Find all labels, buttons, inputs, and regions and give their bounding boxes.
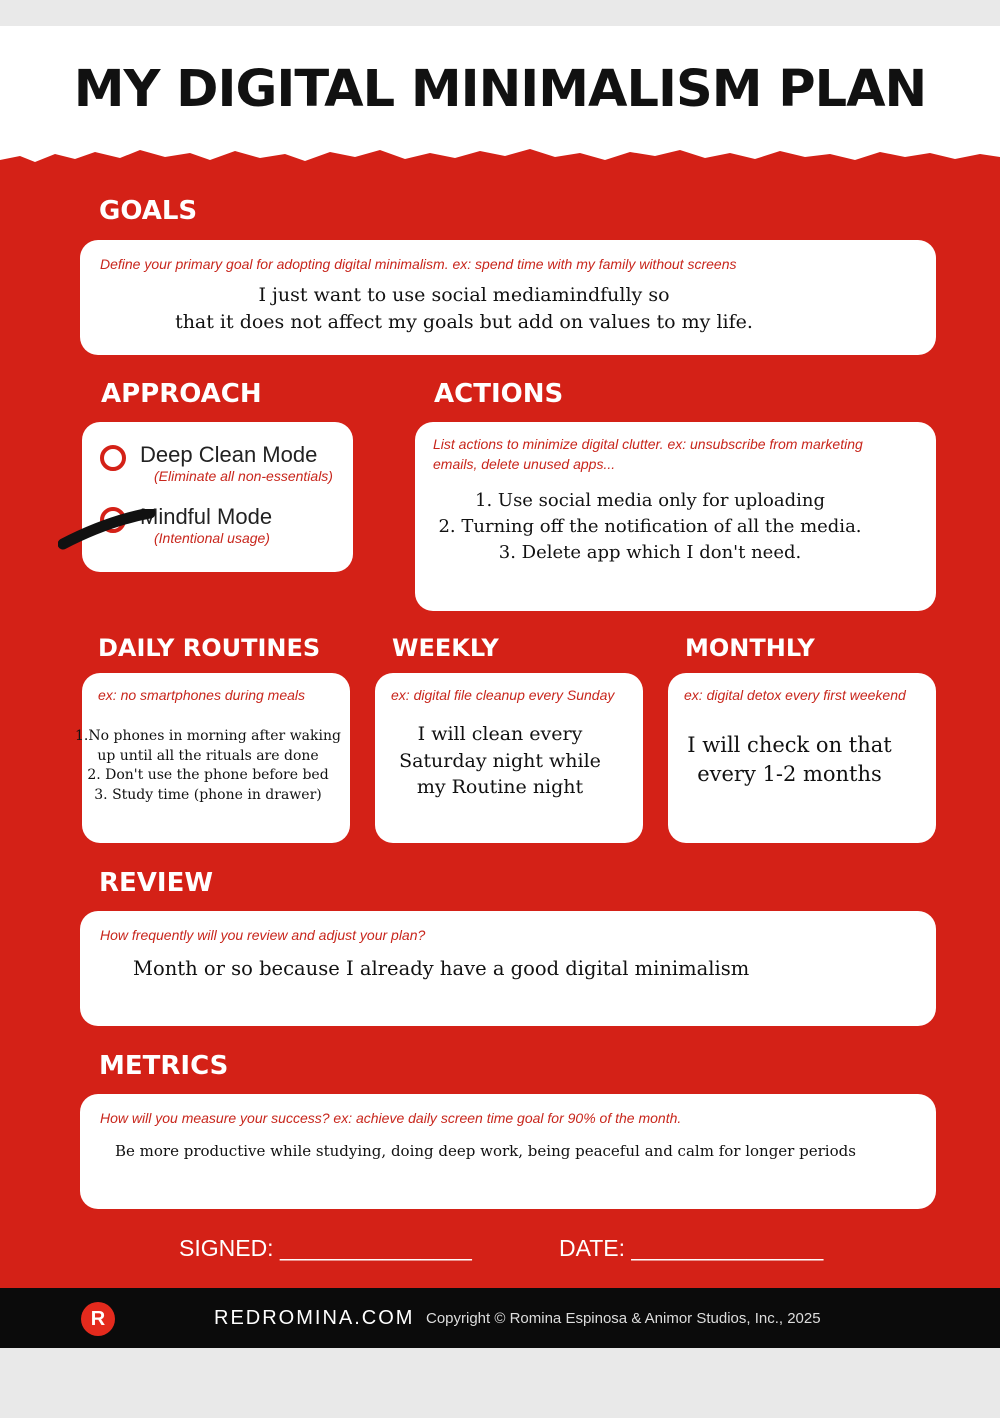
weekly-answer[interactable] xyxy=(375,721,625,801)
metrics-prompt: How will you measure your success? ex: achieve daily screen time goal for 90% of the month. xyxy=(100,1110,682,1126)
actions-prompt-line: emails, delete unused apps... xyxy=(433,456,616,472)
mindful-label: Mindful Mode xyxy=(140,504,273,529)
daily-line: up until all the rituals are done xyxy=(97,747,319,764)
monthly-line: every 1-2 months xyxy=(697,762,882,786)
handwritten-check-mark xyxy=(58,509,158,579)
copyright-text: Copyright © Romina Espinosa & Animor Studios, Inc., 2025 xyxy=(426,1310,821,1327)
weekly-line: Saturday night while xyxy=(399,749,601,772)
monthly-line: I will check on that xyxy=(687,733,892,757)
monthly-card xyxy=(668,673,936,843)
footer xyxy=(0,1288,1000,1348)
action-item: 1. Use social media only for uploading xyxy=(475,490,825,511)
action-item: 3. Delete app which I don't need. xyxy=(498,542,802,563)
daily-card xyxy=(75,673,350,843)
daily-answer[interactable] xyxy=(74,727,342,805)
review-prompt: How frequently will you review and adjust your plan? xyxy=(100,927,426,943)
actions-list[interactable] xyxy=(415,488,885,566)
signed-field[interactable]: SIGNED: _______________ xyxy=(179,1235,472,1261)
deep-clean-radio[interactable] xyxy=(100,445,126,471)
deep-clean-option[interactable] xyxy=(100,442,333,484)
goals-prompt: Define your primary goal for adopting digital minimalism. ex: spend time with my family without screens xyxy=(100,256,737,272)
review-card xyxy=(80,911,936,1026)
actions-label: ACTIONS xyxy=(434,379,564,409)
review-label: REVIEW xyxy=(99,868,214,898)
date-field[interactable]: DATE: _______________ xyxy=(559,1235,824,1261)
weekly-label: WEEKLY xyxy=(392,634,499,662)
action-item: 2. Turning off the notification of all the media. xyxy=(438,516,862,537)
goals-answer[interactable] xyxy=(80,282,848,336)
actions-prompt-line: List actions to minimize digital clutter. ex: unsubscribe from marketing xyxy=(433,436,863,452)
goals-answer-line: I just want to use social mediamindfully so xyxy=(258,284,670,306)
weekly-line: my Routine night xyxy=(416,776,584,798)
page-title: MY DIGITAL MINIMALISM PLAN xyxy=(73,60,927,119)
plan-page xyxy=(0,26,1000,1348)
monthly-label: MONTHLY xyxy=(685,634,815,662)
deep-clean-label: Deep Clean Mode xyxy=(140,442,318,467)
review-answer[interactable]: Month or so because I already have a good digital minimalism xyxy=(133,957,750,980)
goals-answer-line: that it does not affect my goals but add on values to my life. xyxy=(175,311,753,333)
weekly-card xyxy=(375,673,643,843)
weekly-prompt: ex: digital file cleanup every Sunday xyxy=(391,687,615,703)
metrics-card xyxy=(80,1094,936,1209)
torn-edge-decoration xyxy=(0,144,1000,204)
daily-line: 2. Don't use the phone before bed xyxy=(87,767,329,783)
goals-card xyxy=(80,240,936,355)
actions-card xyxy=(415,422,936,611)
metrics-answer[interactable]: Be more productive while studying, doing deep work, being peaceful and calm for longer periods xyxy=(115,1142,856,1160)
weekly-line: I will clean every xyxy=(417,723,583,745)
daily-prompt: ex: no smartphones during meals xyxy=(98,687,305,703)
deep-clean-sub: (Eliminate all non-essentials) xyxy=(154,468,333,484)
mindful-sub: (Intentional usage) xyxy=(154,530,270,546)
approach-label: APPROACH xyxy=(101,379,262,409)
monthly-answer[interactable] xyxy=(668,731,911,789)
brand-logo: R xyxy=(81,1302,115,1336)
daily-line: 1.No phones in morning after waking xyxy=(75,728,341,744)
daily-line: 3. Study time (phone in drawer) xyxy=(94,786,322,803)
daily-label: DAILY ROUTINES xyxy=(98,634,321,662)
monthly-prompt: ex: digital detox every first weekend xyxy=(684,687,906,703)
metrics-label: METRICS xyxy=(99,1051,229,1081)
goals-label: GOALS xyxy=(99,196,198,226)
site-link[interactable]: REDROMINA.COM xyxy=(214,1307,415,1329)
